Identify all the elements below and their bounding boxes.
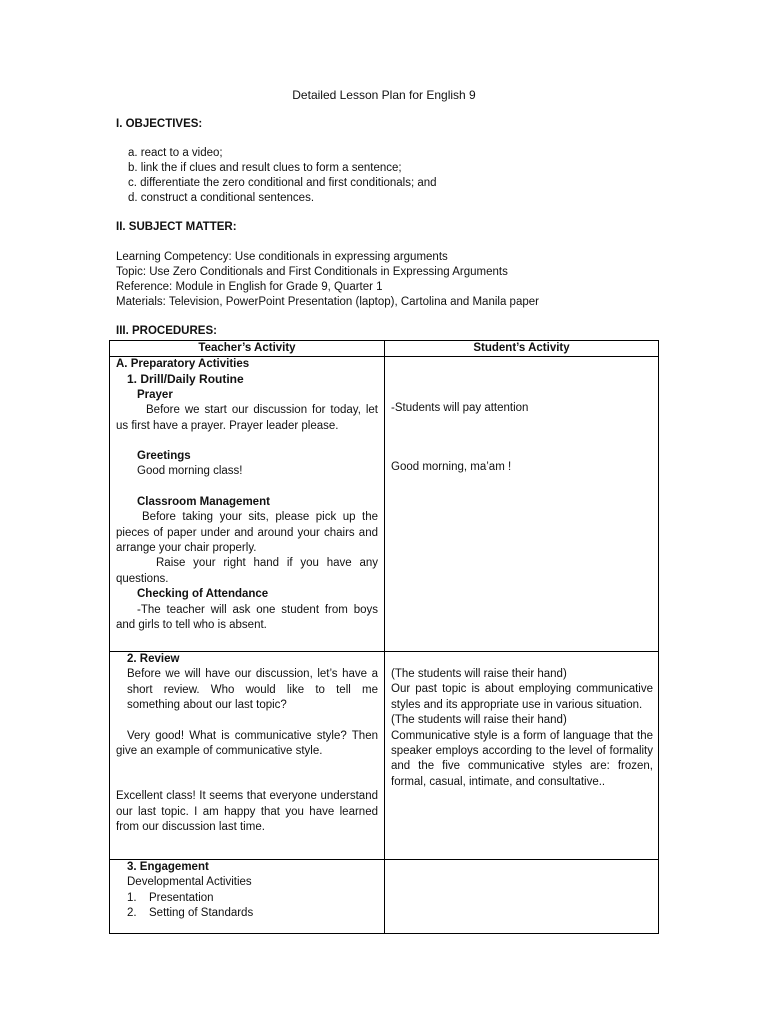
drill-heading: 1. Drill/Daily Routine [127, 372, 244, 387]
attendance-heading: Checking of Attendance [137, 588, 269, 601]
review-question-2: Very good! What is communicative style? Then give an example of communicative style. [116, 729, 378, 758]
document-title: Detailed Lesson Plan for English 9 [292, 88, 476, 102]
objective-item: d. construct a conditional sentences. [128, 192, 315, 204]
prayer-student-response: -Students will pay attention [391, 402, 529, 414]
engagement-heading: 3. Engagement [127, 861, 209, 873]
list-item-label: Presentation [149, 891, 214, 904]
list-item [116, 891, 378, 906]
procedures-table [109, 340, 659, 934]
classroom-management-heading: Classroom Management [137, 495, 270, 508]
objective-item: b. link the if clues and result clues to form a sentence; [128, 162, 402, 174]
objectives-list [128, 146, 437, 206]
topic: Topic: Use Zero Conditionals and First Conditionals in Expressing Arguments [116, 266, 508, 278]
raise-hand-text: Raise your right hand if you have any questions. [116, 557, 378, 585]
student-activity-header: Student’s Activity [473, 342, 570, 354]
student-answer-2: Communicative style is a form of language that the speaker employs according to the level of formality and the five communicative styles are: frozen, formal, casual, intimate, and consultative.. [391, 729, 653, 788]
list-item-number: 1. [127, 891, 137, 904]
classroom-management-text: Before taking your sits, please pick up the pieces of paper under and around your chairs and arrange your chair properly. [116, 511, 378, 555]
engagement-teacher-cell [116, 860, 378, 922]
objective-item: c. differentiate the zero conditional and first conditionals; and [128, 177, 437, 189]
greetings-text: Good morning class! [137, 465, 243, 478]
subject-matter-heading: II. SUBJECT MATTER: [116, 221, 237, 233]
list-item-label: Setting of Standards [149, 907, 254, 920]
list-item [116, 906, 378, 921]
materials: Materials: Television, PowerPoint Presentation (laptop), Cartolina and Manila paper [116, 296, 539, 308]
review-question-1: Before we will have our discussion, let’s have a short review. Who would like to tell me something about our last topic? [127, 668, 378, 712]
preparatory-teacher-cell [116, 357, 378, 634]
review-closing: Excellent class! It seems that everyone understand our last topic. I am happy that you have learned from our discussion last time. [116, 790, 378, 834]
objective-item: a. react to a video; [128, 147, 223, 159]
student-raise-hand-2: (The students will raise their hand) [391, 714, 567, 727]
review-teacher-cell [116, 652, 378, 836]
objectives-heading: I. OBJECTIVES: [116, 118, 203, 130]
student-raise-hand-1: (The students will raise their hand) [391, 668, 567, 680]
greetings-heading: Greetings [137, 450, 191, 463]
greetings-student-response: Good morning, ma’am ! [391, 461, 512, 473]
preparatory-heading: A. Preparatory Activities [116, 358, 250, 370]
developmental-activities-heading: Developmental Activities [127, 876, 252, 889]
list-item-number: 2. [127, 907, 137, 920]
reference: Reference: Module in English for Grade 9, Quarter 1 [116, 281, 383, 293]
procedures-heading: III. PROCEDURES: [116, 325, 217, 337]
subject-matter-details [116, 250, 539, 310]
attendance-text: -The teacher will ask one student from boys and girls to tell who is absent. [116, 603, 378, 632]
teacher-activity-header: Teacher’s Activity [198, 342, 296, 354]
prayer-text: Before we start our discussion for today, let us first have a prayer. Prayer leader please. [116, 404, 378, 432]
review-heading: 2. Review [127, 653, 180, 665]
column-divider [384, 341, 385, 933]
learning-competency: Learning Competency: Use conditionals in expressing arguments [116, 251, 448, 263]
prayer-heading: Prayer [137, 388, 173, 401]
engagement-list [116, 891, 378, 922]
student-answer-1: Our past topic is about employing communicative styles and its appropriate use in various situation. [391, 683, 653, 711]
review-student-cell [391, 667, 653, 790]
